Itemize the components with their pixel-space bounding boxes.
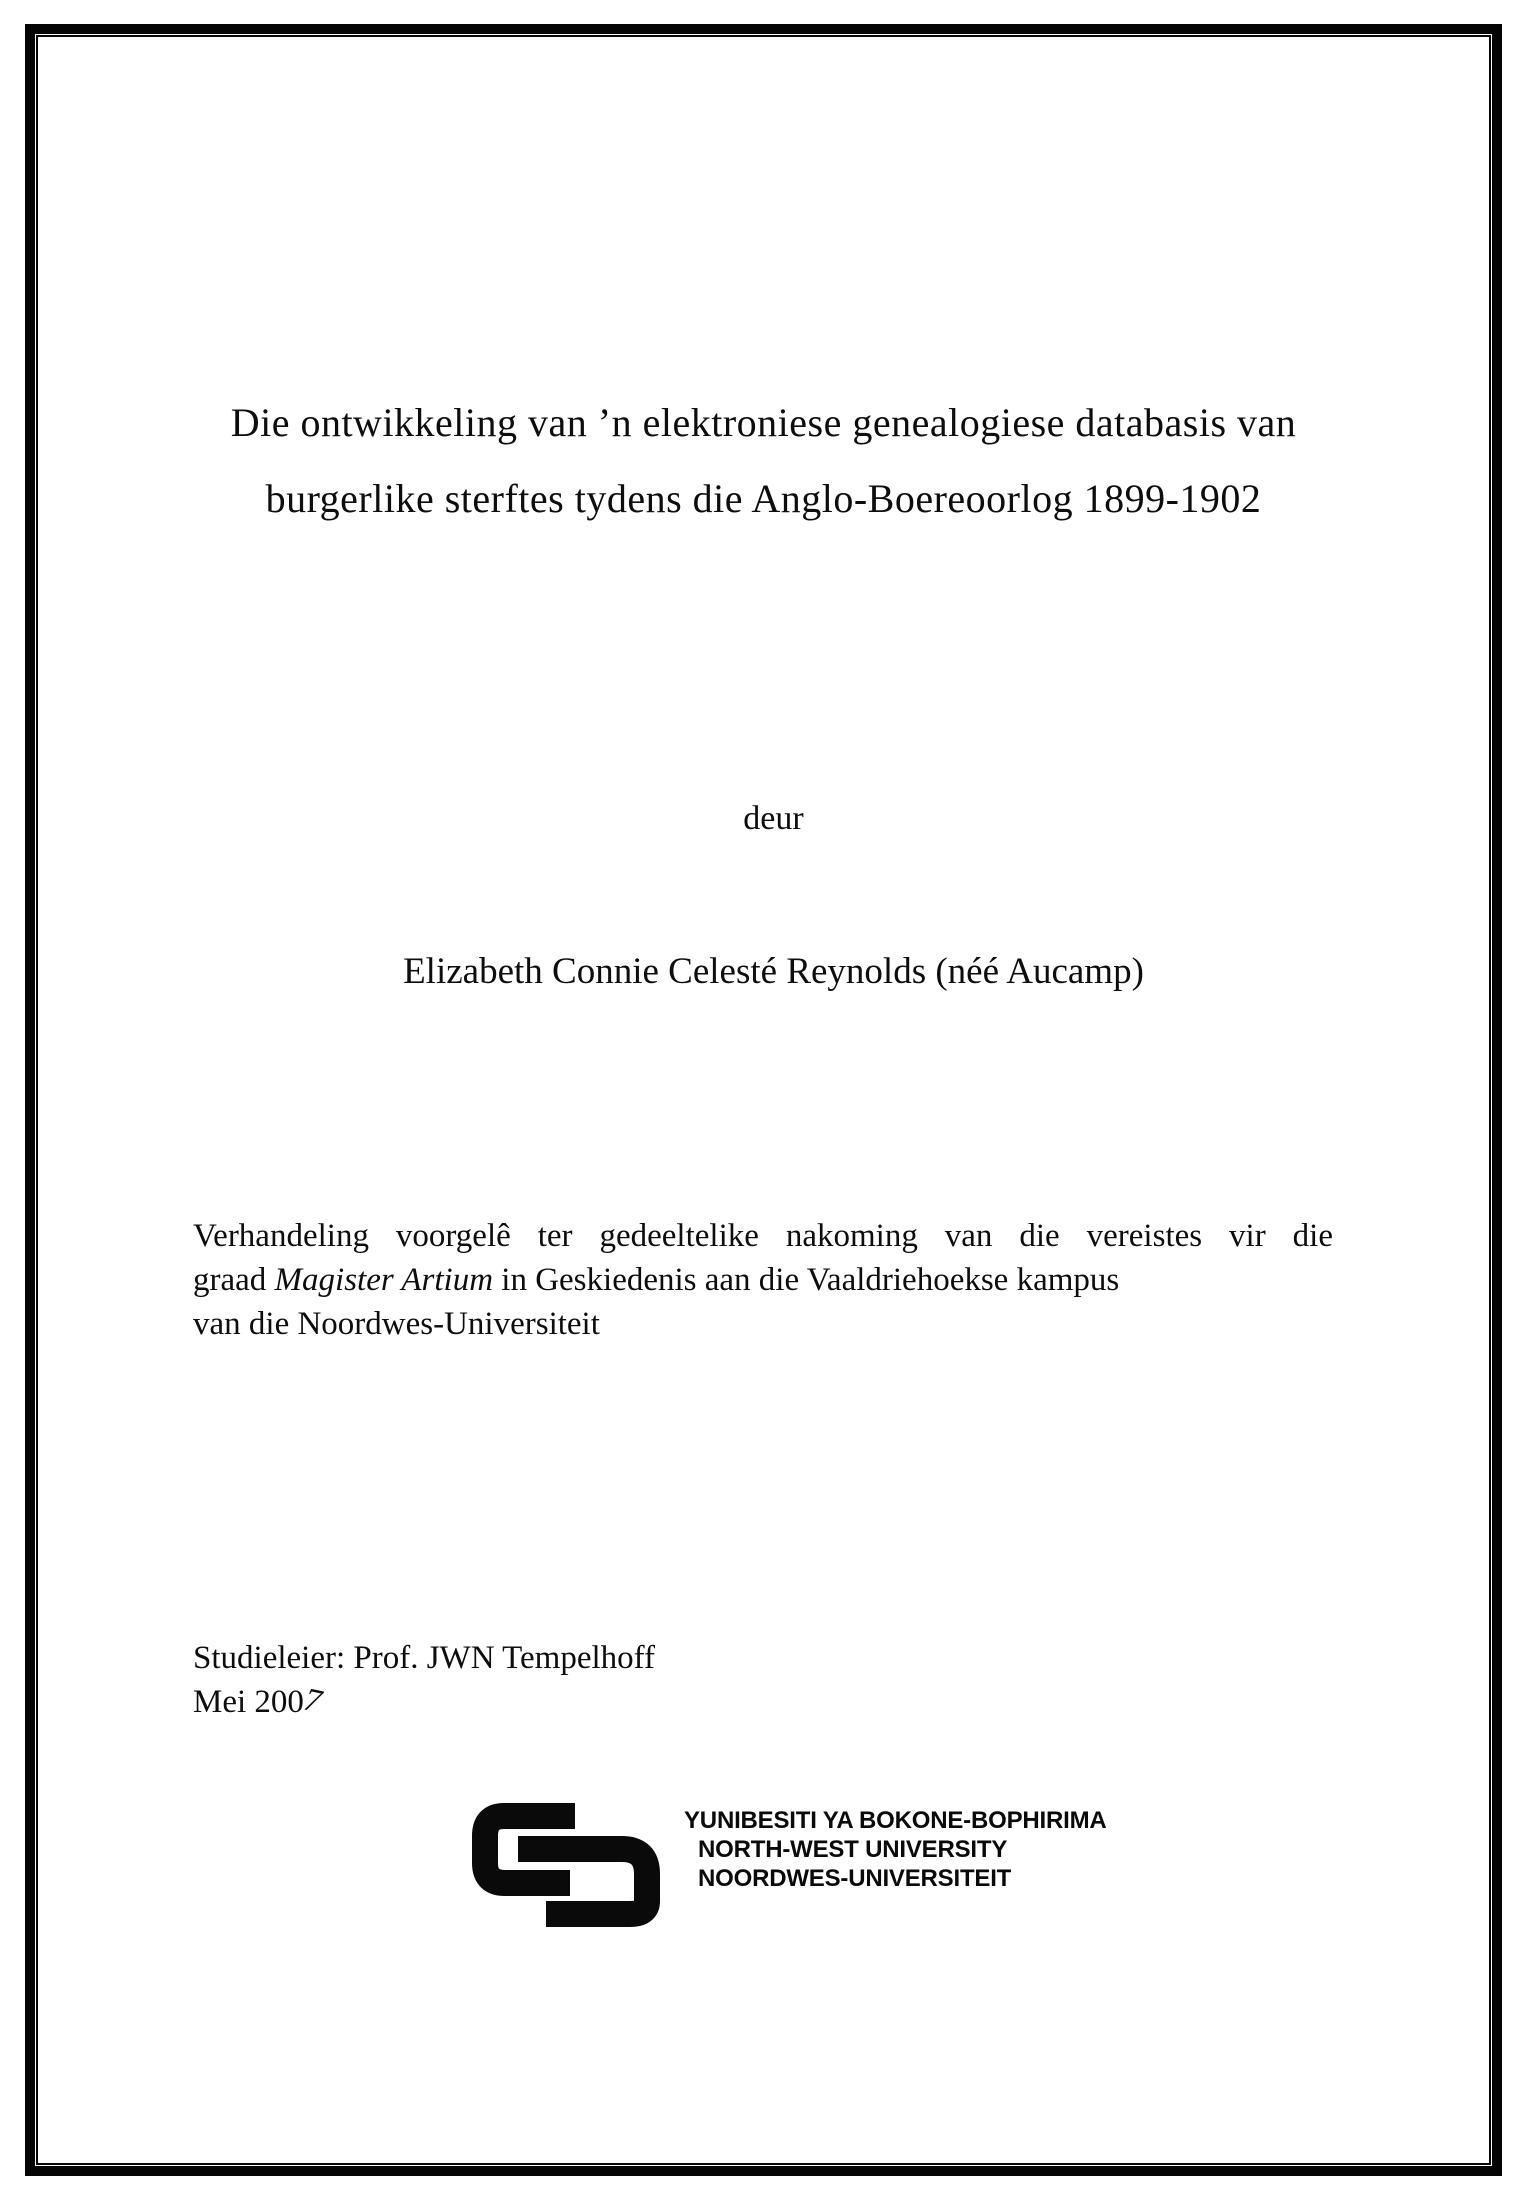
date-prefix: Mei 200 (193, 1684, 304, 1720)
author-name: Elizabeth Connie Celesté Reynolds (néé Aucamp) (403, 951, 1144, 992)
nwu-logo-icon (472, 1802, 660, 1928)
supervisor-block (193, 1636, 1093, 1724)
statement-line-2 (193, 1258, 1333, 1302)
thesis-title (140, 385, 1387, 537)
date-last-digit: 7 (297, 1682, 328, 1720)
wordmark-line-english: NORTH-WEST UNIVERSITY (698, 1836, 1008, 1863)
statement-line-2-prefix: graad (193, 1262, 275, 1298)
statement-line-2-suffix: in Geskiedenis aan die Vaaldriehoekse kampus (493, 1262, 1120, 1298)
thesis-title-line-2: burgerlike sterftes tydens die Anglo-Boereoorlog 1899-1902 (265, 476, 1262, 521)
degree-name: Magister Artium (274, 1262, 494, 1298)
wordmark-line-setswana: YUNIBESITI YA BOKONE-BOPHIRIMA (684, 1807, 1107, 1834)
thesis-title-line-1: Die ontwikkeling van ’n elektroniese genealogiese databasis van (230, 400, 1297, 445)
statement-line-3: van die Noordwes-Universiteit (193, 1306, 600, 1342)
wordmark-line-afrikaans: NOORDWES-UNIVERSITEIT (698, 1865, 1012, 1892)
thesis-statement (193, 1214, 1333, 1346)
byline-label: deur (743, 800, 804, 837)
supervisor-line: Studieleier: Prof. JWN Tempelhoff (193, 1640, 656, 1676)
date-line (193, 1680, 1093, 1724)
statement-line-1: Verhandeling voorgelê ter gedeeltelike nakoming van die vereistes vir die (193, 1218, 1333, 1254)
university-wordmark (684, 1806, 1107, 1893)
